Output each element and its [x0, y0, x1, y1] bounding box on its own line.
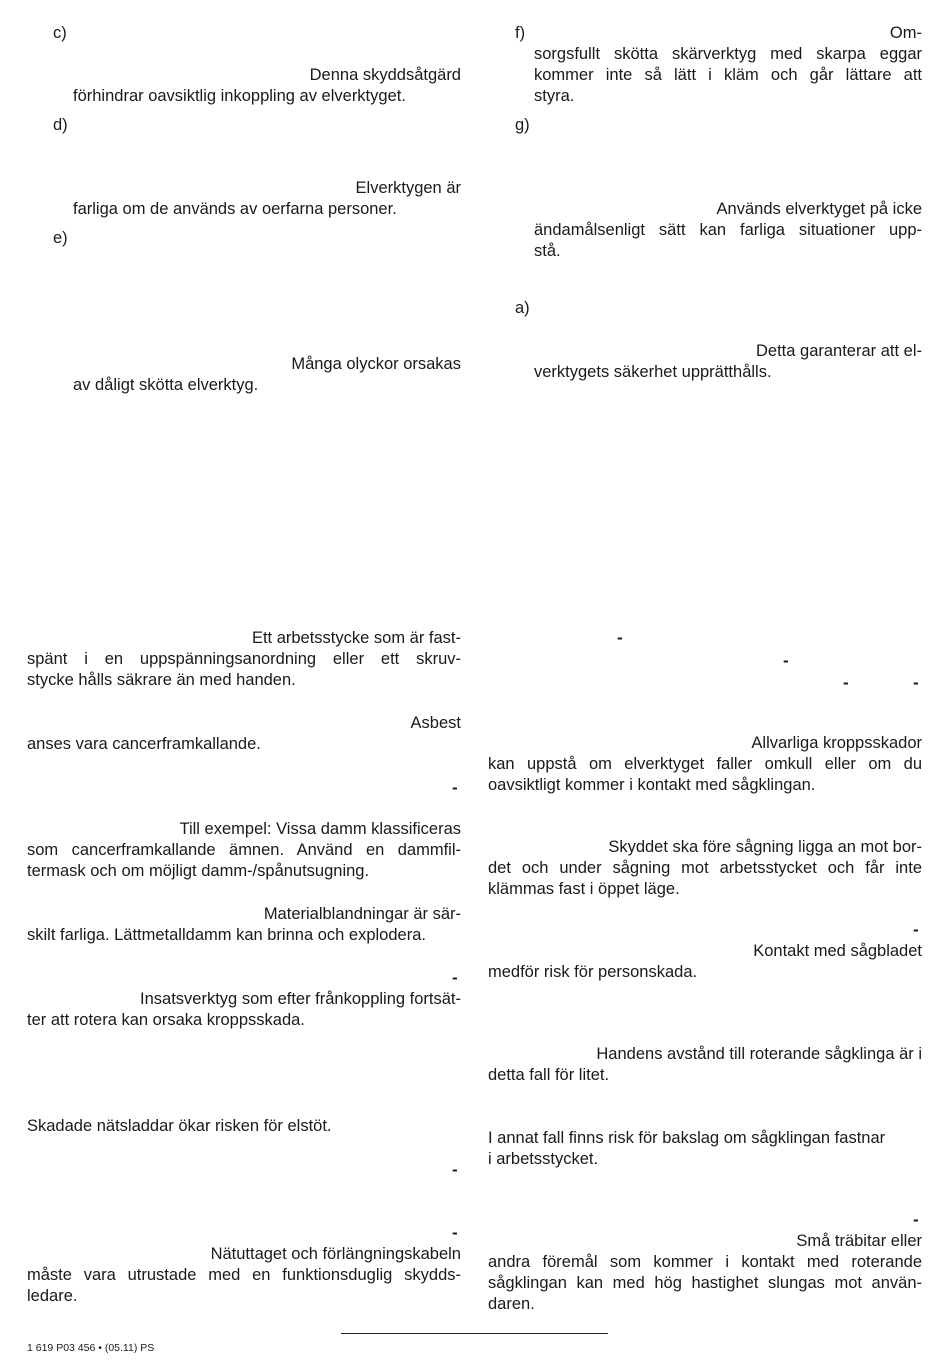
item-a-text: Detta garanterar att el- — [756, 342, 922, 360]
dash-marker: - — [617, 628, 623, 647]
paragraph-power-cord: Skadade nätsladdar ökar risken för elstöt. — [27, 1117, 332, 1135]
paragraph-blade-contact: medför risk för personskada. — [488, 963, 698, 981]
paragraph-grounding: Nätuttaget och förlängningskabeln — [210, 1245, 461, 1263]
paragraph-asbestos: anses vara cancerframkallande. — [27, 735, 261, 753]
paragraph-dust: som cancerframkallande ämnen. Använd en dammfil- — [27, 841, 461, 859]
paragraph-blade-contact: Kontakt med sågbladet — [753, 942, 922, 960]
item-c-text: förhindrar oavsiktlig inkoppling av elverktyget. — [73, 87, 406, 105]
paragraph-guard: det och under sågning mot arbetsstycket och får inte — [488, 859, 922, 877]
dash-marker: - — [452, 968, 458, 987]
item-g-text: Används elverktyget på icke — [716, 200, 922, 218]
dash-marker: - — [452, 1160, 458, 1179]
paragraph-wood-chips: andra föremål som kommer i kontakt med roterande — [488, 1253, 922, 1271]
item-d-text: Elverktygen är — [355, 179, 461, 197]
item-f-text: sorgsfullt skötta skärverktyg med skarpa eggar — [534, 45, 922, 63]
paragraph-grounding: måste vara utrustade med en funktionsduglig skydds- — [27, 1266, 461, 1284]
item-c-text: Denna skyddsåtgärd — [309, 66, 461, 84]
paragraph-kickback: i arbetsstycket. — [488, 1150, 599, 1168]
dash-marker: - — [452, 778, 458, 797]
dash-marker: - — [913, 920, 919, 939]
item-a-text: verktygets säkerhet upprätthålls. — [534, 363, 772, 381]
paragraph-wood-chips: Små träbitar eller — [796, 1232, 922, 1250]
dash-marker: - — [783, 651, 789, 670]
paragraph-dust: termask och om möjligt damm-/spånutsugning. — [27, 862, 370, 880]
item-d-text: farliga om de används av oerfarna personer. — [73, 200, 397, 218]
footer-divider — [341, 1333, 608, 1334]
dash-marker: - — [843, 673, 849, 692]
paragraph-guard: klämmas fast i öppet läge. — [488, 880, 680, 898]
paragraph-materials: Materialblandningar är sär- — [263, 905, 461, 923]
paragraph-wood-chips: sågklingan kan med hög hastighet slungas mot använ- — [488, 1274, 922, 1292]
paragraph-grounding: ledare. — [27, 1287, 78, 1305]
item-g-text: ändamålsenligt sätt kan farliga situationer upp- — [534, 221, 922, 239]
item-label-e: e) — [53, 229, 68, 247]
item-e-text: av dåligt skötta elverktyg. — [73, 376, 259, 394]
item-label-c: c) — [53, 24, 67, 42]
paragraph-wood-chips: daren. — [488, 1295, 535, 1313]
item-e-text: Många olyckor orsakas — [291, 355, 461, 373]
paragraph-workpiece: stycke hålls säkrare än med handen. — [27, 671, 296, 689]
paragraph-injury: Allvarliga kroppsskador — [751, 734, 922, 752]
item-label-f: f) — [515, 24, 526, 42]
paragraph-hand-distance: Handens avstånd till roterande sågklinga är i — [596, 1045, 922, 1063]
paragraph-workpiece: spänt i en uppspänningsanordning eller ett skruv- — [27, 650, 461, 668]
paragraph-hand-distance: detta fall för litet. — [488, 1066, 610, 1084]
paragraph-asbestos: Asbest — [410, 714, 461, 732]
dash-marker: - — [452, 1223, 458, 1242]
paragraph-insert-tools: Insatsverktyg som efter frånkoppling fortsät- — [140, 990, 461, 1008]
paragraph-guard: Skyddet ska före sågning ligga an mot bor- — [608, 838, 922, 856]
paragraph-injury: oavsiktligt kommer i kontakt med sågklingan. — [488, 776, 816, 794]
paragraph-kickback: I annat fall finns risk för bakslag om sågklingan fastnar — [488, 1129, 886, 1147]
paragraph-workpiece: Ett arbetsstycke som är fast- — [251, 629, 461, 647]
item-f-text: styra. — [534, 87, 575, 105]
item-f-text: kommer inte så lätt i kläm och går lättare att — [534, 66, 922, 84]
item-label-g: g) — [515, 116, 530, 134]
dash-marker: - — [913, 673, 919, 692]
item-label-a: a) — [515, 299, 530, 317]
document-code: 1 619 P03 456 • (05.11) PS — [27, 1342, 155, 1354]
paragraph-injury: kan uppstå om elverktyget faller omkull eller om du — [488, 755, 922, 773]
paragraph-materials: skilt farliga. Lättmetalldamm kan brinna och explodera. — [27, 926, 426, 944]
item-g-text: stå. — [534, 242, 561, 260]
paragraph-dust: Till exempel: Vissa damm klassificeras — [179, 820, 461, 838]
dash-marker: - — [913, 1210, 919, 1229]
item-label-d: d) — [53, 116, 68, 134]
item-f-text: Om- — [889, 24, 922, 42]
paragraph-insert-tools: ter att rotera kan orsaka kroppsskada. — [27, 1011, 305, 1029]
